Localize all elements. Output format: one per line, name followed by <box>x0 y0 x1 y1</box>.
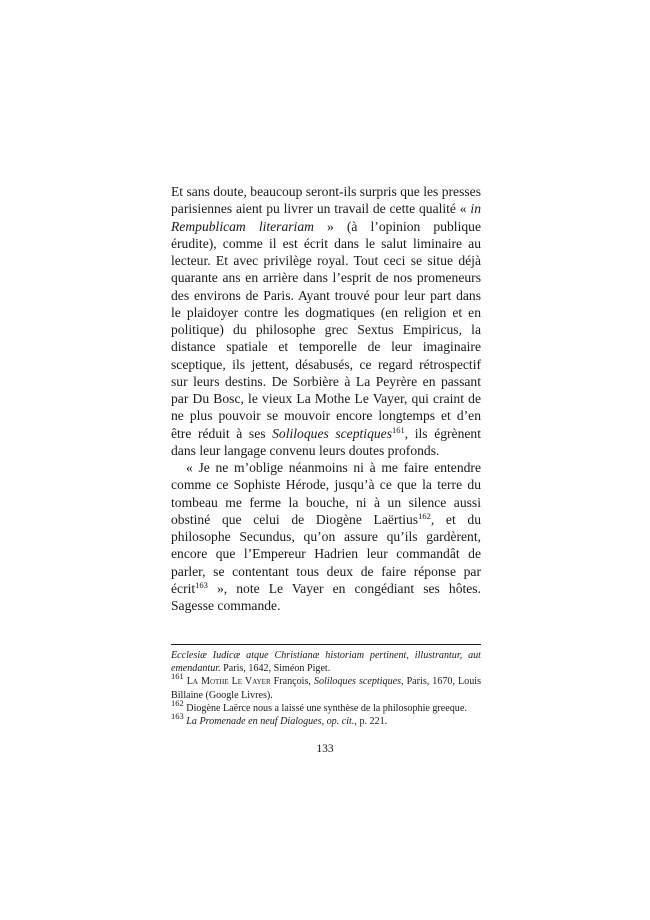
footnote-number-161: 161 <box>171 671 184 682</box>
paragraph-2 <box>171 459 481 614</box>
footnote-continued-rest: Paris, 1642, Siméon Piget. <box>220 663 331 675</box>
footnote-162-text: Diogène Laërce nous a laissé une synthèse de la philosophie greeque. <box>183 702 467 714</box>
footnote-161 <box>171 671 481 701</box>
paragraph-1-italic-2: Soliloques sceptiques <box>272 425 392 441</box>
footnote-ref-161: 161 <box>392 424 405 435</box>
footnote-continued-italic: Ecclesiæ Iudicæ atque Christianæ historiam pertinent, illustrantur, aut emendantur. <box>171 650 481 675</box>
paragraph-1-text-3: , ils égrènent dans leur langage convenu leurs doutes profonds. <box>171 425 481 458</box>
paragraph-1 <box>171 183 481 459</box>
footnote-163 <box>171 711 481 728</box>
footnote-number-162: 162 <box>171 697 184 708</box>
paragraph-1-text-2: » (à l’opinion publique érudite), comme il est écrit dans le salut liminaire au lecteur. Et avec privilège royal. Tout ceci se situe déjà quarante ans en arrière dans l’esprit de nos promeneurs des environs de Paris. Ayant trouvé pour leur part dans le plaidoyer contre les dogmatiques (en religion et en politique) du philosophe grec Sextus Empiricus, la distance spatiale et temporelle de leur imaginaire sceptique, ils jettent, désabusés, ce regard rétrospectif sur leurs destins. De Sorbière à La Peyrère en passant par Du Bosc, le vieux La Mothe Le Vayer, qui craint de ne plus pouvoir se mouvoir encore longtemps et d’en être réduit à ses <box>171 218 481 441</box>
paragraph-2-text-3: », note Le Vayer en congédiant ses hôtes. Sagesse commande. <box>171 580 481 613</box>
footnote-161-author: La Mothe Le Vayer <box>186 676 271 688</box>
footnote-162 <box>171 697 481 715</box>
footnote-161-title: Soliloques sceptiques <box>313 676 402 688</box>
paragraph-2-text-1: « Je ne m’oblige néanmoins ni à me faire entendre comme ce Sophiste Hérode, jusqu’à ce que la terre du tombeau me ferme la bouche, ni à un silence aussi obstiné que celui de Diogène Laërtius <box>171 460 481 527</box>
footnote-161-rest: , Paris, 1670, Louis Billaine (Google Livres). <box>171 676 481 701</box>
footnote-163-title: La Promenade en neuf Dialogues, op. cit. <box>186 716 355 728</box>
footnote-161-first: François, <box>270 676 314 688</box>
footnote-continued <box>171 649 481 675</box>
footnotes <box>171 644 481 728</box>
paragraph-1-italic-1: in Rempublicam literariam <box>171 201 481 234</box>
footnote-ref-163: 163 <box>195 579 208 590</box>
paragraph-1-text-1: Et sans doute, beaucoup seront-ils surpris que les presses parisiennes aient pu livrer un travail de cette qualité « <box>171 184 481 217</box>
footnote-ref-162: 162 <box>418 510 431 521</box>
footnote-163-rest: , p. 221. <box>354 716 388 728</box>
paragraph-2-text-2: , et du philosophe Secundus, qu’on assure qu’ils gardèrent, encore que l’Empereur Hadrien leur commandât de parler, se contentant tous deux de faire réponse par écrit <box>171 511 481 596</box>
body-text <box>171 183 481 614</box>
footnote-number-163: 163 <box>171 711 184 722</box>
page-number: 133 <box>316 743 334 755</box>
